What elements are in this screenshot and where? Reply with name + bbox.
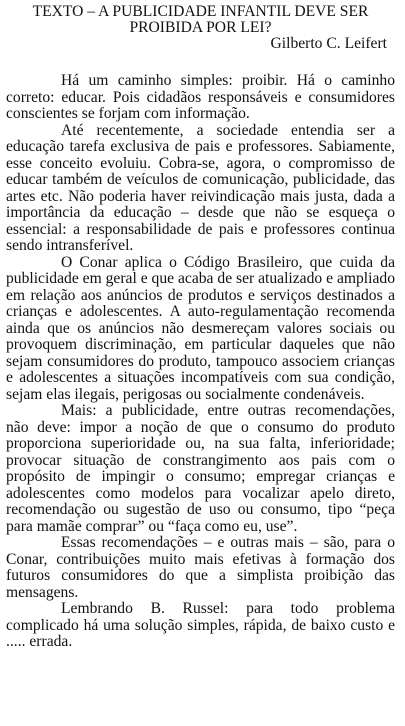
paragraph-5: Essas recomendações – e outras mais – são, para o Conar, contribuições muito mais efetivas à formação dos futuros consumidores do que a simplista proibição das mensagens. [6,534,395,601]
author-name: Gilberto C. Leifert [270,35,387,52]
paragraph-1: Há um caminho simples: proibir. Há o caminho correto: educar. Pois cidadãos responsáveis e consumidores conscientes se forjam com informação. [6,72,395,122]
document-title: TEXTO – A PUBLICIDADE INFANTIL DEVE SER PROIBIDA POR LEI? [32,3,369,36]
paragraph-4: Mais: a publicidade, entre outras recomendações, não deve: impor a noção de que o consumo do produto proporciona superioridade ou, na sua falta, inferioridade; provocar situação de constrangimento aos pais com o propósito de impingir o consumo; empregar crianças e adolescentes como modelos para vocalizar apelo direto, recomendação ou sugestão de uso ou consumo, tipo “peça para mamãe comprar” ou “faça como eu, use”. [6,402,395,535]
spacer [6,52,395,73]
paragraph-2: Até recentemente, a sociedade entendia ser a educação tarefa exclusiva de pais e professores. Sabiamente, esse conceito evoluiu. Cobra-se, agora, o compromisso de educar também de veículos de comunicação, publicidade, das artes etc. Não poderia haver reivindicação mais justa, dada a importância da educação – desde que não se esqueça o essencial: a responsabilidade de pais e professores continua sendo intransferível. [6,121,395,254]
paragraph-3: O Conar aplica o Código Brasileiro, que cuida da publicidade em geral e que acaba de ser atualizado e ampliado em relação aos anúncios de produtos e serviços destinados a crianças e adolescentes. A auto-regulamentação recomenda ainda que os anúncios não desmereçam valores sociais ou provoquem discriminação, em particular daqueles que não sejam consumidores do produto, tampouco associem crianças e adolescentes a situações incompatíveis com sua condição, sejam elas ilegais, perigosas ou socialmente condenáveis. [6,253,395,403]
paragraph-6: Lembrando B. Russel: para todo problema complicado há uma solução simples, rápida, de baixo custo e ..... errada. [6,600,395,650]
